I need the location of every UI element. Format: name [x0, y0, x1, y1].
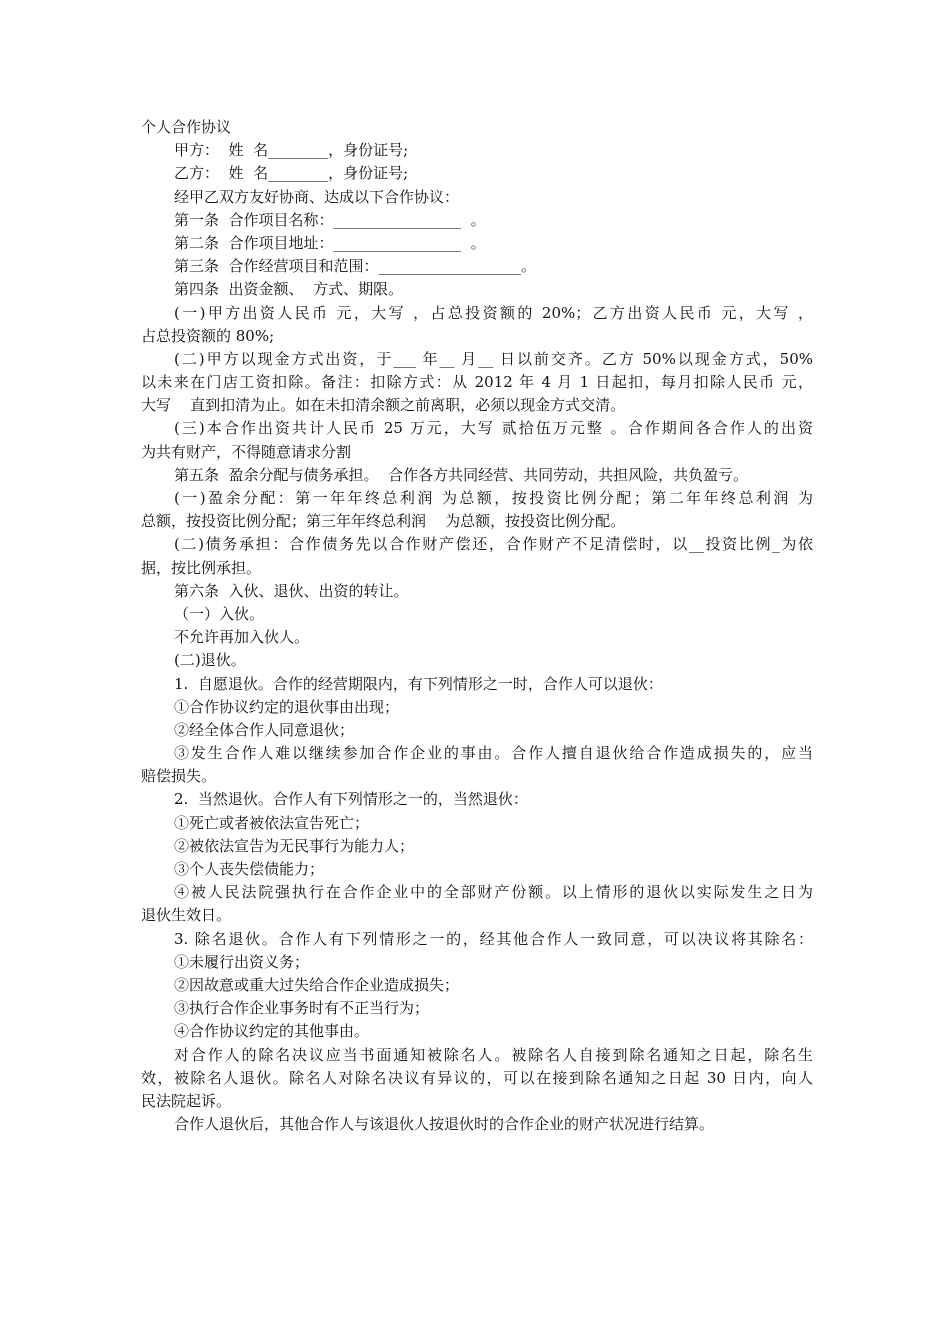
article-4-item-3-cont: 为共有财产，不得随意请求分割: [141, 442, 352, 461]
settlement-line: 合作人退伙后，其他合作人与该退伙人按退伙时的合作企业的财产状况进行结算。: [174, 1115, 715, 1134]
automatic-item-4: ④被人民法院强执行在合作企业中的全部财产份额。以上情形的退伙以实际发生之日为: [174, 883, 813, 902]
expulsion-item-4: ④合作协议约定的其他事由。: [174, 1022, 370, 1041]
article-1-line: 第一条 合作项目名称：_________________ 。: [174, 210, 486, 229]
expulsion-item-3: ③执行合作企业事务时有不正当行为；: [174, 999, 430, 1018]
voluntary-item-2: ②经全体合作人同意退伙；: [174, 720, 355, 739]
article-4-item-3-line: (三)本合作出资共计人民币 25 万元，大写 贰拾伍万元整 。合作期间各合作人的出资: [174, 419, 813, 438]
article-6-heading: 第六条 入伙、退伙、出资的转让。: [174, 581, 409, 600]
article-5-item-2-line: (二)债务承担：合作债务先以合作财产偿还，合作财产不足清偿时，以__投资比例_为依: [174, 535, 813, 554]
automatic-item-1: ①死亡或者被依法宣告死亡；: [174, 813, 370, 832]
voluntary-item-1: ①合作协议约定的退伙事由出现；: [174, 697, 400, 716]
expulsion-item-1: ①未履行出资义务；: [174, 952, 310, 971]
expulsion-notice-cont-2: 民法院起诉。: [141, 1091, 232, 1110]
article-5-heading: 第五条 盈余分配与债务承担。 合作各方共同经营、共同劳动，共担风险，共负盈亏。: [174, 465, 749, 484]
automatic-item-4-cont: 退伙生效日。: [141, 906, 232, 925]
expulsion-item-2: ②因故意或重大过失给合作企业造成损失；: [174, 975, 460, 994]
article-4-item-1-line: (一)甲方出资人民币 元，大写 ，占总投资额的 20%；乙方出资人民币 元，大写 ，: [174, 303, 813, 322]
expulsion-notice-line: 对合作人的除名决议应当书面通知被除名人。被除名人自接到除名通知之日起，除名生: [174, 1045, 813, 1064]
article-4-item-2-cont-2: 大写 直到扣清为止。如在未扣清余额之前离职，必须以现金方式交清。: [141, 396, 626, 415]
expulsion-notice-cont-1: 效，被除名人退伙。除名人对除名决议有异议的，可以在接到除名通知之日起 30 日内，向人: [141, 1068, 813, 1087]
expulsion-withdraw-line: 3. 除名退伙。合作人有下列情形之一的，经其他合作人一致同意，可以决议将其除名：: [174, 929, 813, 948]
article-4-item-2-line: (二)甲方以现金方式出资，于___ 年__ 月__ 日以前交齐。乙方 50%以现金方式，50%: [174, 349, 813, 368]
voluntary-item-3-cont: 赔偿损失。: [141, 767, 217, 786]
party-a-line: 甲方： 姓 名________，身份证号;: [174, 141, 409, 160]
article-2-line: 第二条 合作项目地址：_________________ 。: [174, 233, 486, 252]
join-text: 不允许再加入伙人。: [174, 628, 310, 647]
preamble-line: 经甲乙双方友好协商、达成以下合作协议：: [174, 187, 460, 206]
article-5-item-2-cont: 据，按比例承担。: [141, 558, 262, 577]
article-4-item-2-cont-1: 以未来在门店工资扣除。备注：扣除方式：从 2012 年 4 月 1 日起扣，每月扣除人民币 元，: [141, 373, 813, 392]
automatic-item-3: ③个人丧失偿债能力；: [174, 860, 325, 878]
article-4-heading: 第四条 出资金额、 方式、期限。: [174, 280, 404, 299]
withdraw-heading: (二)退伙。: [174, 651, 246, 670]
party-b-line: 乙方： 姓 名________，身份证号;: [174, 164, 409, 183]
voluntary-item-3: ③发生合作人难以继续参加合作企业的事由。合作人擅自退伙给合作造成损失的，应当: [174, 744, 813, 763]
automatic-withdraw-line: 2. 当然退伙。合作人有下列情形之一的，当然退伙：: [174, 790, 528, 809]
article-4-item-1-cont: 占总投资额的 80%;: [141, 326, 275, 345]
article-5-item-1-cont: 总额，按投资比例分配；第三年年终总利润 为总额，按投资比例分配。: [141, 512, 626, 531]
voluntary-withdraw-line: 1. 自愿退伙。合作的经营期限内，有下列情形之一时，合作人可以退伙：: [174, 674, 663, 693]
automatic-item-2: ②被依法宣告为无民事行为能力人；: [174, 836, 415, 855]
document-page: [141, 116, 813, 1136]
article-3-line: 第三条 合作经营项目和范围：___________________。: [174, 257, 537, 276]
article-5-item-1-line: (一)盈余分配：第一年年终总利润 为总额，按投资比例分配；第二年年终总利润 为: [174, 489, 813, 507]
document-title: 个人合作协议: [141, 118, 232, 136]
join-heading: （一）入伙。: [174, 604, 265, 623]
